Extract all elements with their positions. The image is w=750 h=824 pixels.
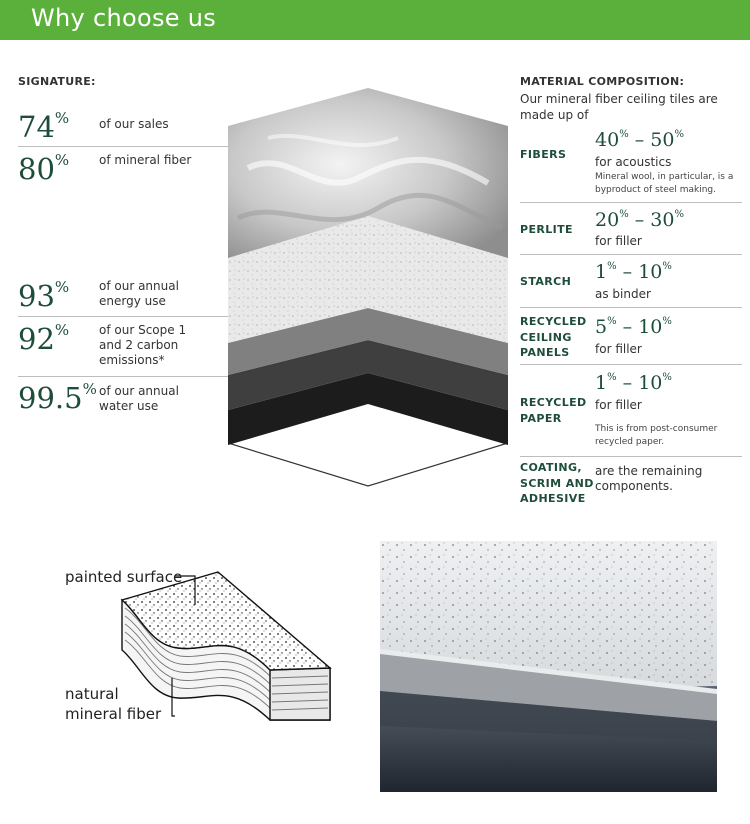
divider (520, 202, 742, 203)
component-name: RECYCLED PAPER (520, 396, 587, 425)
stat-desc: of our annual energy use (99, 279, 179, 308)
component-range: 40% – 50% (595, 129, 684, 151)
stat-value: 93% (18, 278, 70, 313)
ceiling-tile-photo (380, 541, 717, 792)
composition-label: MATERIAL COMPOSITION: (520, 75, 685, 88)
component-name: COATING, SCRIM AND ADHESIVE (520, 461, 594, 505)
stat-desc: of our sales (99, 117, 169, 131)
stat-value: 99.5% (18, 380, 97, 415)
stat-desc: of our Scope 1 and 2 carbon emissions* (99, 323, 187, 367)
component-note: This is from post-consumer recycled paper. (595, 424, 718, 447)
page-title: Why choose us (31, 4, 217, 32)
header-bar (0, 0, 750, 40)
component-name: FIBERS (520, 148, 567, 161)
stat-desc: of mineral fiber (99, 153, 192, 167)
component-note: Mineral wool, in particular, is a byproduct of steel making. (595, 172, 734, 195)
component-range: 1% – 10% (595, 261, 672, 283)
component-use: for filler (595, 234, 642, 248)
component-name: PERLITE (520, 223, 573, 236)
composition-intro: Our mineral fiber ceiling tiles are made up of (520, 92, 718, 122)
component-name: RECYCLED CEILING PANELS (520, 315, 587, 359)
divider (520, 364, 742, 365)
painted-surface-label: painted surface (65, 568, 183, 586)
stat-desc: of our annual water use (99, 384, 179, 413)
signature-label: SIGNATURE: (18, 75, 96, 88)
component-range: 20% – 30% (595, 209, 684, 231)
component-use: are the remaining components. (595, 464, 703, 493)
divider (520, 456, 742, 457)
divider (520, 254, 742, 255)
mineral-fiber-label: natural mineral fiber (65, 685, 162, 723)
component-use: for acoustics (595, 155, 672, 169)
stat-value: 74% (18, 109, 70, 144)
component-use: as binder (595, 287, 651, 301)
component-use: for filler (595, 398, 642, 412)
material-layers-illustration (228, 88, 508, 493)
component-range: 5% – 10% (595, 316, 672, 338)
divider (520, 307, 742, 308)
component-range: 1% – 10% (595, 372, 672, 394)
stat-value: 80% (18, 151, 70, 186)
component-use: for filler (595, 342, 642, 356)
stat-value: 92% (18, 321, 70, 356)
component-name: STARCH (520, 275, 572, 288)
